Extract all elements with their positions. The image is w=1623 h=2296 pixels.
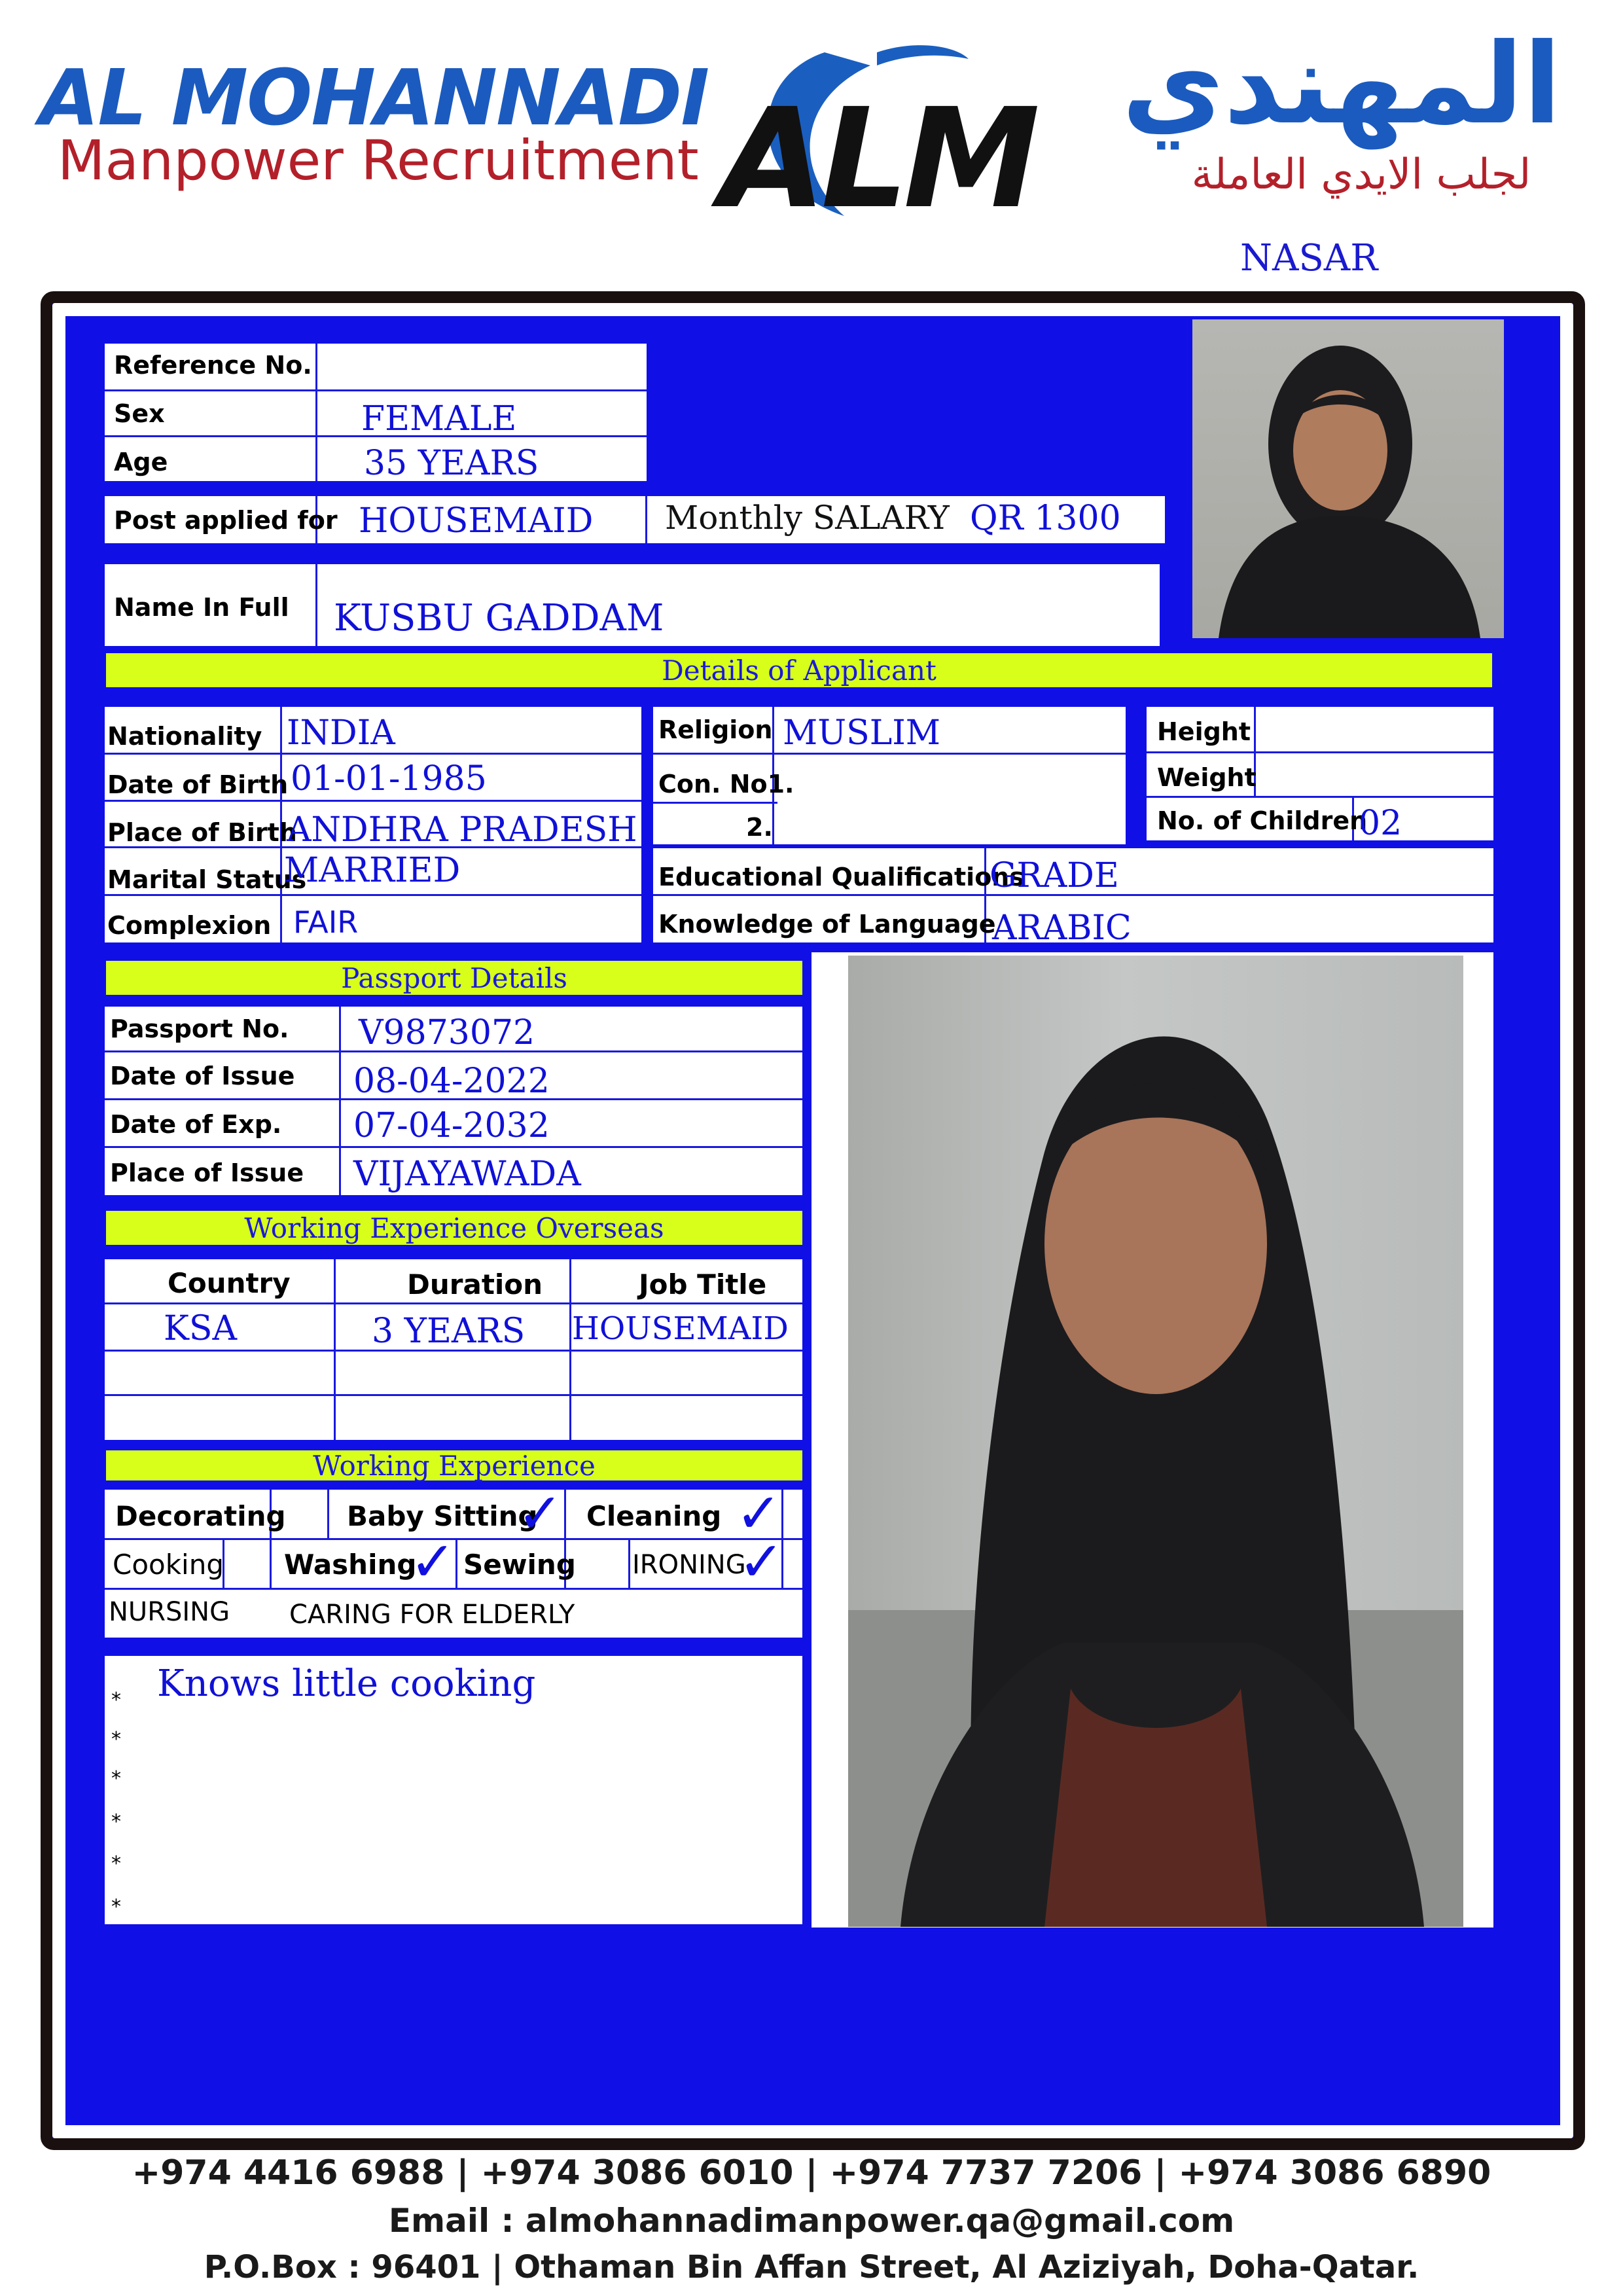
check-baby-sitting-icon: ✓ <box>517 1481 563 1545</box>
section-title-passport: Passport Details <box>106 961 802 995</box>
footer-email: Email : almohannadimanpower.qa@gmail.com <box>388 2202 1235 2240</box>
weight-label: Weight <box>1157 763 1257 792</box>
footer-address: P.O.Box : 96401 | Othaman Bin Affan Street, Al Aziziyah, Doha-Qatar. <box>204 2249 1419 2286</box>
overseas-header-job-title: Job Title <box>639 1268 767 1300</box>
education-value: GRADE <box>990 856 1119 895</box>
brand-tagline: Manpower Recruitment <box>58 128 699 192</box>
logo-text: ALM <box>720 79 1035 239</box>
salary-value: QR 1300 <box>970 499 1121 538</box>
language-value: ARABIC <box>992 908 1132 948</box>
name-value: KUSBU GADDAM <box>334 597 664 639</box>
passport-number-label: Passport No. <box>110 1014 289 1043</box>
marital-label: Marital Status <box>107 865 307 894</box>
section-title-overseas: Working Experience Overseas <box>106 1211 802 1245</box>
education-label: Educational Qualifications <box>658 863 1024 891</box>
nationality-value: INDIA <box>287 713 395 753</box>
skill-cooking: Cooking <box>113 1549 224 1581</box>
remarks-bullet: * <box>111 1689 121 1712</box>
overseas-row-job-title: HOUSEMAID <box>572 1310 789 1347</box>
applicant-photo-large <box>848 956 1463 1927</box>
con2-label: 2. <box>746 813 773 842</box>
dob-label: Date of Birth <box>107 770 289 799</box>
remarks-note: Knows little cooking <box>157 1662 536 1705</box>
pob-value: ANDHRA PRADESH <box>287 810 637 850</box>
complexion-label: Complexion <box>107 911 272 940</box>
passport-expiry-label: Date of Exp. <box>110 1110 282 1139</box>
brand-name: AL MOHANNADI <box>39 52 709 143</box>
religion-label: Religion <box>658 715 773 744</box>
check-ironing-icon: ✓ <box>738 1530 785 1594</box>
passport-place-value: VIJAYAWADA <box>353 1155 581 1194</box>
overseas-header-duration: Duration <box>407 1268 543 1300</box>
skill-caring-elderly: CARING FOR ELDERLY <box>289 1600 575 1630</box>
salary-label: Monthly SALARY <box>665 499 950 537</box>
applicant-portrait-small <box>1192 319 1504 638</box>
children-value: 02 <box>1359 804 1402 843</box>
skill-baby-sitting: Baby Sitting <box>347 1500 538 1532</box>
complexion-value: FAIR <box>293 905 359 940</box>
sex-value: FEMALE <box>361 399 517 439</box>
children-label: No. of Children <box>1157 806 1368 835</box>
height-label: Height <box>1157 717 1251 746</box>
name-label: Name In Full <box>114 593 289 622</box>
remarks-bullet: * <box>111 1728 121 1751</box>
language-label: Knowledge of Language <box>658 910 996 939</box>
dob-value: 01-01-1985 <box>291 759 487 798</box>
section-title-experience: Working Experience <box>106 1450 802 1480</box>
skill-cleaning: Cleaning <box>586 1500 722 1532</box>
remarks-bullet: * <box>111 1895 121 1918</box>
arabic-tagline: لجلب الايدي العاملة <box>1191 151 1531 199</box>
skill-ironing: IRONING <box>632 1550 746 1580</box>
overseas-row-country: KSA <box>164 1309 238 1348</box>
overseas-header-country: Country <box>168 1267 291 1299</box>
arabic-brand-name: المهندي <box>1122 20 1561 149</box>
remarks-bullet: * <box>111 1767 121 1790</box>
agent-name: NASAR <box>1240 237 1378 279</box>
age-value: 35 YEARS <box>364 444 539 483</box>
pob-label: Place of Birth <box>107 818 297 847</box>
skill-washing: Washing <box>284 1549 417 1581</box>
passport-issue-label: Date of Issue <box>110 1062 295 1090</box>
overseas-row-duration: 3 YEARS <box>372 1312 526 1351</box>
skill-decorating: Decorating <box>115 1500 286 1532</box>
footer-phones: +974 4416 6988 | +974 3086 6010 | +974 7737 7206 | +974 3086 6890 <box>132 2153 1491 2193</box>
post-label: Post applied for <box>114 506 338 535</box>
portrait-person-icon <box>1192 319 1504 638</box>
remarks-bullet: * <box>111 1810 121 1833</box>
photo-person-icon <box>848 956 1463 1927</box>
passport-place-label: Place of Issue <box>110 1158 304 1187</box>
religion-value: MUSLIM <box>783 713 941 753</box>
skill-sewing: Sewing <box>463 1549 576 1581</box>
check-washing-icon: ✓ <box>410 1530 456 1594</box>
passport-expiry-value: 07-04-2032 <box>353 1106 550 1145</box>
check-cleaning-icon: ✓ <box>736 1481 782 1545</box>
remarks-bullet: * <box>111 1852 121 1875</box>
marital-value: MARRIED <box>284 851 461 890</box>
passport-issue-value: 08-04-2022 <box>353 1062 550 1101</box>
reference-label: Reference No. <box>114 351 312 380</box>
post-value: HOUSEMAID <box>359 501 594 541</box>
section-title-applicant: Details of Applicant <box>106 653 1492 687</box>
age-label: Age <box>114 448 168 476</box>
sex-label: Sex <box>114 399 165 428</box>
skill-nursing: NURSING <box>109 1597 230 1627</box>
passport-number-value: V9873072 <box>359 1013 535 1052</box>
con1-label: Con. No1. <box>658 770 794 798</box>
nationality-label: Nationality <box>107 722 262 751</box>
company-logo <box>720 26 1060 239</box>
